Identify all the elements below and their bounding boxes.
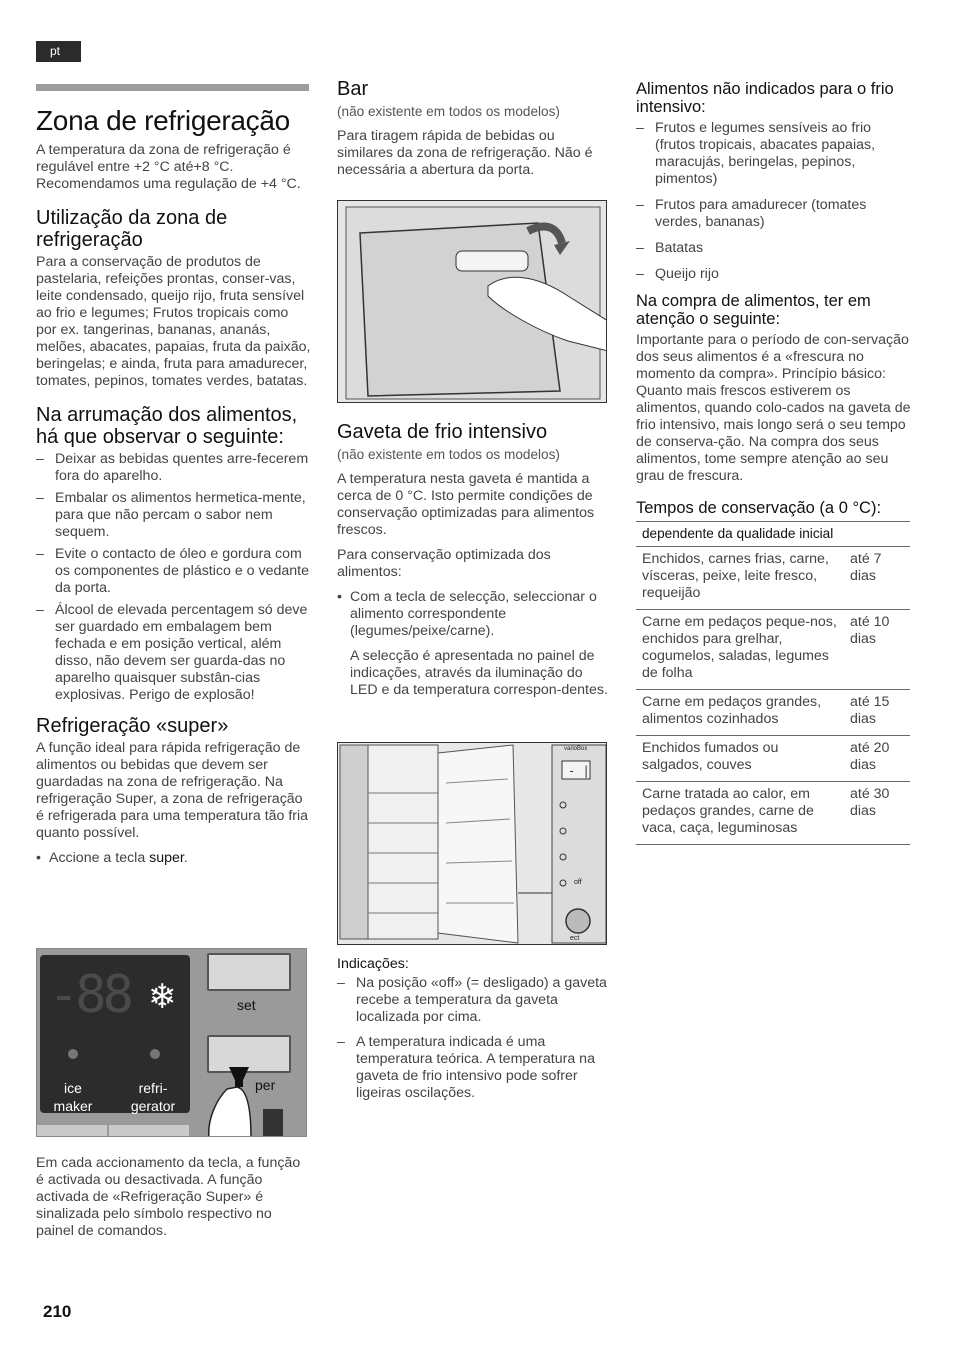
- select-label: ect: [570, 935, 580, 942]
- list-item: – Frutos e legumes sensíveis ao frio (frutos tropicais, abacates papaias, maracujás, beringelas, pepinos, pimentos): [636, 120, 912, 188]
- column-1: [36, 104, 311, 875]
- list-item: – Queijo rijo: [636, 266, 912, 283]
- purchase-title: Na compra de alimentos, ter em atenção o seguinte:: [636, 292, 871, 328]
- bar-note: (não existente em todos os modelos): [337, 104, 560, 119]
- list-item: – Na posição «off» (= desligado) a gaveta recebe a temperatura da gaveta localizada por cima.: [337, 975, 613, 1026]
- list-item: – Álcool de elevada percentagem só deve ser guardado em embalagem bem fechada e em posição vertical, além disso, não devem ser guarda-das no aparelho quaisquer substân-cias explosivas. Perigo de explosão!: [36, 602, 311, 704]
- food-cell: Enchidos, carnes frias, carne, vísceras, peixe, leite fresco, requeijão: [636, 547, 844, 610]
- section-title-super: Refrigeração «super»: [36, 715, 229, 737]
- column-2-gaveta: [337, 421, 613, 707]
- purchase-text: Importante para o período de con-servação dos seus alimentos é a «frescura no momento da compra». Princípio básico: Quanto mais frescos estiverem os alimentos, quando colo-cados na gaveta de frio intensivo, mais longo será o seu tempo de conserva-ção. Na compra dos seus alimentos, tome sempre atenção ao seu grau de frescura.: [636, 332, 911, 484]
- table-row: [636, 736, 910, 782]
- food-cell: Enchidos fumados ou salgados, couves: [636, 736, 844, 782]
- snowflake-icon: ❄: [148, 978, 177, 1016]
- bar-text: Para tiragem rápida de bebidas ou similares da zona de refrigeração. Não é necessária a abertura da porta.: [337, 128, 593, 178]
- super-text: A função ideal para rápida refrigeração de alimentos ou bebidas que devem ser guardadas na zona de refrigeração. Na refrigeração Super, a zona de refrigeração é refrigerada para uma temperatura tão fria quanto possível.: [36, 740, 309, 841]
- gaveta-title: Gaveta de frio intensivo: [337, 421, 548, 443]
- indications: [337, 956, 613, 1107]
- off-label: off: [574, 879, 582, 886]
- gaveta-continuation: A selecção é apresentada no painel de indicações, através da iluminação do LED e da temperatura correspon-dentes.: [350, 648, 608, 698]
- storage-times-title: Tempos de conservação (a 0 °C):: [636, 499, 882, 517]
- time-cell: até 30 dias: [844, 782, 910, 845]
- list-item: – Deixar as bebidas quentes arre-fecerem fora do aparelho.: [36, 451, 311, 485]
- gaveta-text-1: A temperatura nesta gaveta é mantida a cerca de 0 °C. Isto permite condições de conservação optimizadas para alimentos frescos.: [337, 471, 595, 538]
- time-cell: até 20 dias: [844, 736, 910, 782]
- storage-times-table: [636, 521, 910, 845]
- column-2: [337, 78, 613, 187]
- list-item: – A temperatura indicada é uma temperatura teórica. A temperatura na gaveta de frio intensivo pode sofrer ligeiras oscilações.: [337, 1034, 613, 1102]
- after-panel-text: Em cada accionamento da tecla, a função é activada ou desactivada. A função activada de «Refrigeração Super» é sinalizada pelo símbolo respectivo no painel de comandos.: [36, 1155, 301, 1239]
- control-panel-image: [36, 948, 307, 1137]
- set-label: set: [237, 997, 256, 1013]
- super-key: super: [149, 850, 184, 866]
- indications-list: [337, 975, 613, 1102]
- bar-door-image: [337, 200, 607, 403]
- page-number: 210: [43, 1302, 72, 1321]
- column-3: [636, 80, 912, 845]
- table-row: [636, 690, 910, 736]
- list-item: – Evite o contacto de óleo e gordura com os componentes de plástico e o vedante da porta.: [36, 546, 311, 597]
- fridge-image: [337, 742, 607, 945]
- refrigerator-label: refri- gerator: [130, 1080, 176, 1114]
- table-row: [636, 782, 910, 845]
- food-cell: Carne em pedaços grandes, alimentos cozinhados: [636, 690, 844, 736]
- super-list: [36, 850, 311, 867]
- svg-text:- |: - |: [568, 764, 590, 778]
- super-label: per: [255, 1077, 276, 1093]
- list-item: • Accione a tecla super.: [36, 850, 311, 867]
- indications-title: Indicações:: [337, 956, 409, 972]
- finger-pointer-icon: [37, 949, 307, 1137]
- time-cell: até 10 dias: [844, 610, 910, 690]
- food-cell: Carne tratada ao calor, em pedaços grandes, carne de vaca, caça, leguminosas: [636, 782, 844, 845]
- not-suitable-list: [636, 120, 912, 283]
- table-row: [636, 610, 910, 690]
- variobox-label: varioBox: [564, 746, 588, 752]
- time-cell: até 7 dias: [844, 547, 910, 610]
- table-header: [636, 522, 910, 547]
- not-suitable-title: Alimentos não indicados para o frio intensivo:: [636, 80, 894, 116]
- list-item: – Batatas: [636, 240, 912, 257]
- usage-text: Para a conservação de produtos de pastelaria, refeições prontas, conser-vas, leite condensado, queijo rijo, fruta sensível ao frio e legumes; Frutos tropicais como por ex. tangerinas, bananas, ananás, melões, abacates, papaias, fruta da paixão, beringelas; e ainda, fruta para amadurecer, tomates, pepinos, tomates verdes, batatas.: [36, 254, 311, 389]
- fridge-illustration: [338, 743, 607, 945]
- temperature-display: -88: [48, 965, 130, 1025]
- list-item: – Frutos para amadurecer (tomates verdes, bananas): [636, 197, 912, 231]
- intro-text: A temperatura da zona de refrigeração é regulável entre +2 °C até+8 °C. Recomendamos uma regulação de +4 °C.: [36, 142, 301, 192]
- list-item: • Com a tecla de selecção, seleccionar o alimento correspondente (legumes/peixe/carne).: [337, 589, 613, 640]
- section-rule: [36, 84, 309, 91]
- gaveta-note: (não existente em todos os modelos): [337, 447, 560, 462]
- bar-door-illustration: [338, 201, 607, 403]
- table-row: [636, 547, 910, 610]
- section-title-usage: Utilização da zona de refrigeração: [36, 207, 228, 251]
- list-item: – Embalar os alimentos hermetica-mente, para que não percam o sabor nem sequem.: [36, 490, 311, 541]
- gaveta-list: [337, 589, 613, 640]
- food-cell: Carne em pedaços peque-nos, enchidos para grelhar, cogumelos, saladas, legumes de folha: [636, 610, 844, 690]
- gaveta-text-2: Para conservação optimizada dos alimentos:: [337, 547, 551, 580]
- language-tag: pt: [36, 41, 81, 62]
- table-header-cell: dependente da qualidade inicial: [636, 522, 910, 547]
- bar-title: Bar: [337, 78, 369, 100]
- section-title-storage: Na arrumação dos alimentos, há que observar o seguinte:: [36, 404, 298, 448]
- time-cell: até 15 dias: [844, 690, 910, 736]
- page-title: Zona de refrigeração: [36, 105, 290, 136]
- ice-maker-label: ice maker: [53, 1080, 93, 1114]
- storage-list: [36, 451, 311, 704]
